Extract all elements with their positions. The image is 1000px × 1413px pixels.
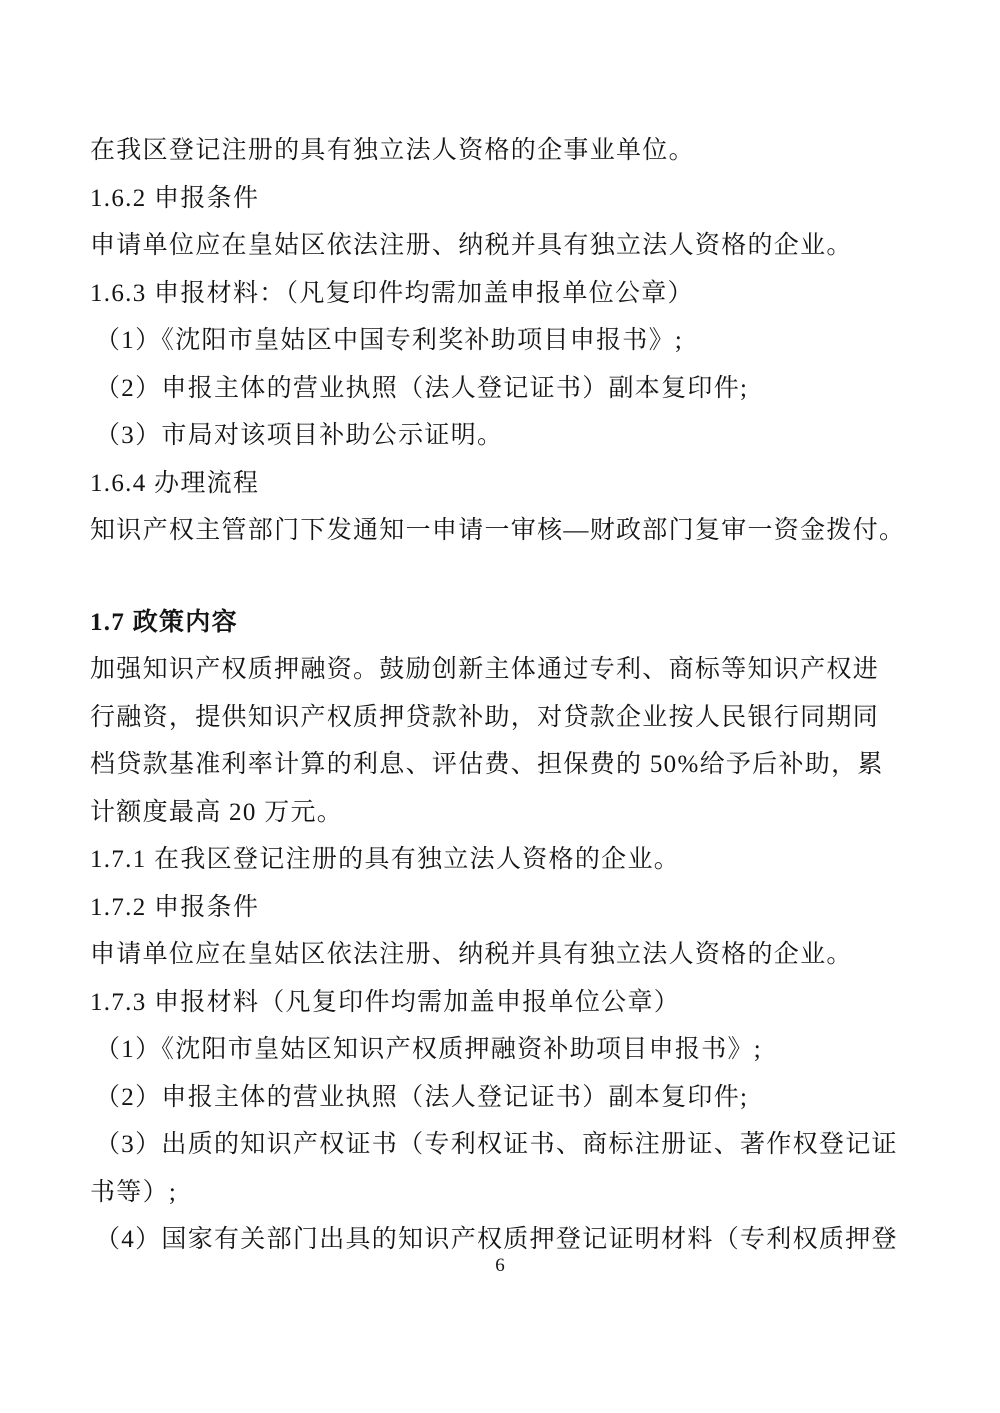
text-line: 1.6.3 申报材料：（凡复印件均需加盖申报单位公章） [90,279,694,307]
text-line: （3）市局对该项目补助公示证明。 [95,422,504,449]
text-line: 1.6.2 申报条件 [90,184,260,212]
text-line: 知识产权主管部门下发通知一申请一审核—财政部门复审一资金拨付。 [90,517,906,544]
page-number: 6 [495,1255,505,1276]
text-line: 行融资，提供知识产权质押贷款补助，对贷款企业按人民银行同期同 [90,703,880,731]
text-line: 计额度最高 20 万元。 [90,798,344,826]
text-line: （1）《沈阳市皇姑区中国专利奖补助项目申报书》; [95,327,684,354]
text-line: （2）申报主体的营业执照（法人登记证书）副本复印件; [95,1083,749,1111]
text-line: 档贷款基准利率计算的利息、评估费、担保费的 50%给予后补助，累 [90,751,884,778]
text-line: （1）《沈阳市皇姑区知识产权质押融资补助项目申报书》; [95,1036,763,1063]
text-line: 1.7.3 申报材料（凡复印件均需加盖申报单位公章） [90,988,681,1016]
text-line: 1.6.4 办理流程 [90,469,260,497]
document-body [90,127,920,1264]
text-line: 申请单位应在皇姑区依法注册、纳税并具有独立法人资格的企业。 [90,941,853,968]
text-line: 加强知识产权质押融资。鼓励创新主体通过专利、商标等知识产权进 [90,656,880,683]
blank-line [90,555,920,599]
text-line: 在我区登记注册的具有独立法人资格的企事业单位。 [90,137,695,164]
section-heading: 1.7 政策内容 [90,608,238,636]
text-line: （2）申报主体的营业执照（法人登记证书）副本复印件; [95,374,749,402]
text-line: 1.7.2 申报条件 [90,893,260,921]
text-line: （3）出质的知识产权证书（专利权证书、商标注册证、著作权登记证 [95,1131,898,1158]
text-line: （4）国家有关部门出具的知识产权质押登记证明材料（专利权质押登 [95,1226,898,1253]
text-line: 书等）; [90,1178,178,1206]
text-line: 1.7.1 在我区登记注册的具有独立法人资格的企业。 [90,846,681,873]
text-line: 申请单位应在皇姑区依法注册、纳税并具有独立法人资格的企业。 [90,232,853,259]
